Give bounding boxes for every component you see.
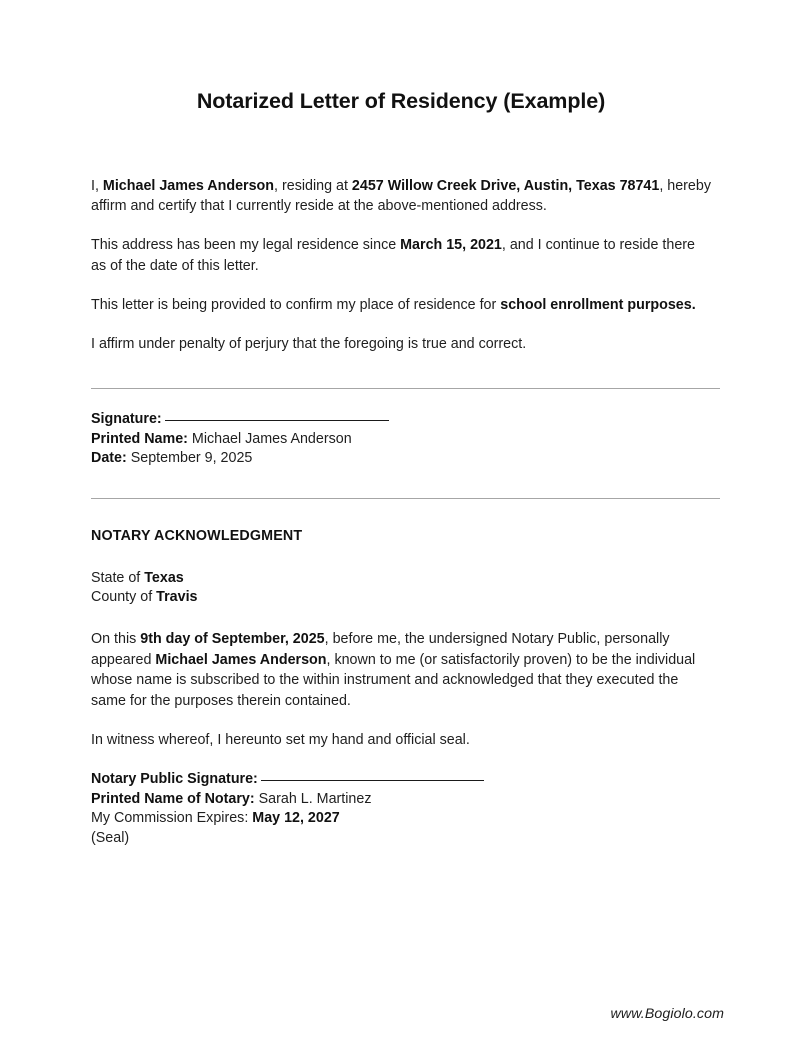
jurisdiction-block bbox=[91, 569, 711, 608]
ack-date: 9th day of September, 2025 bbox=[140, 631, 325, 648]
notary-signature-label: Notary Public Signature: bbox=[91, 771, 258, 788]
signature-block bbox=[91, 410, 711, 468]
page-title-main: Notarized Letter of Residency bbox=[196, 89, 504, 113]
letter-paragraph-4: I affirm under penalty of perjury that the foregoing is true and correct. bbox=[91, 335, 527, 352]
paragraph2-segment-1: This address has been my legal residence since bbox=[91, 237, 401, 254]
paragraph2-segment-2: , and I continue to reside there as of the date of this letter. bbox=[91, 237, 696, 274]
resident-address: 2457 Willow Creek Drive, Austin, Texas 78741 bbox=[351, 177, 660, 194]
commission-expiry-row bbox=[91, 809, 711, 828]
notary-printed-name-value: Sarah L. Martinez bbox=[258, 790, 372, 807]
state-value: Texas bbox=[144, 569, 184, 586]
paragraph1-segment-1: I, bbox=[91, 177, 103, 194]
ack-appearer-name: Michael James Anderson bbox=[155, 651, 327, 668]
notary-signature-block bbox=[91, 770, 711, 848]
paragraph1-segment-3: , hereby affirm and certify that I currently reside at the above-mentioned address. bbox=[91, 177, 711, 215]
commission-expiry-label: My Commission Expires: bbox=[91, 810, 249, 827]
page-title-emphasis: (Example) bbox=[503, 89, 606, 113]
county-value: Travis bbox=[156, 588, 198, 605]
notary-printed-name-row bbox=[91, 790, 711, 809]
signature-row bbox=[91, 410, 711, 429]
letter-paragraph-2 bbox=[91, 235, 711, 276]
resident-name: Michael James Anderson bbox=[102, 177, 275, 194]
notary-body bbox=[91, 629, 711, 750]
signature-label: Signature: bbox=[91, 411, 162, 428]
page-title bbox=[91, 0, 711, 115]
ack-segment-3: , known to me (or satisfactorily proven) to be the individual whose name is subscribed to the within instrument and acknowledged that they executed the same for the purposes therein contained. bbox=[91, 651, 696, 709]
paragraph3-segment-1: This letter is being provided to confirm my place of residence for bbox=[91, 296, 501, 313]
signature-write-line[interactable] bbox=[165, 420, 389, 421]
ack-segment-2: , before me, the undersigned Notary Public, personally appeared bbox=[91, 631, 670, 668]
seal-placeholder: (Seal) bbox=[91, 829, 130, 846]
commission-expiry-value: May 12, 2027 bbox=[252, 810, 340, 827]
letter-paragraph-3 bbox=[91, 295, 711, 316]
letter-paragraph-1 bbox=[91, 176, 711, 217]
state-label: State of bbox=[91, 569, 145, 586]
witness-paragraph: In witness whereof, I hereunto set my hand and official seal. bbox=[91, 731, 470, 748]
notary-signature-row bbox=[91, 770, 711, 789]
divider-above-notary bbox=[91, 498, 720, 499]
printed-name-label: Printed Name: bbox=[91, 430, 188, 447]
notary-acknowledgment-paragraph bbox=[91, 629, 711, 711]
letter-purpose: school enrollment purposes. bbox=[500, 296, 696, 313]
residence-start-date: March 15, 2021 bbox=[400, 237, 502, 254]
date-label: Date: bbox=[91, 450, 127, 467]
letter-body bbox=[91, 176, 711, 355]
divider-above-signature bbox=[91, 388, 720, 389]
notary-printed-name-label: Printed Name of Notary: bbox=[91, 790, 255, 807]
footer-website: www.Bogiolo.com bbox=[610, 1006, 724, 1022]
printed-name-row bbox=[91, 430, 711, 449]
notary-acknowledgment-heading: NOTARY ACKNOWLEDGMENT bbox=[91, 527, 303, 544]
ack-segment-1: On this bbox=[91, 631, 141, 648]
state-row bbox=[91, 569, 711, 588]
date-row bbox=[91, 449, 711, 468]
printed-name-value: Michael James Anderson bbox=[191, 430, 352, 447]
paragraph1-segment-2: , residing at bbox=[274, 177, 352, 194]
county-label: County of bbox=[91, 588, 157, 605]
notary-signature-write-line[interactable] bbox=[261, 780, 484, 781]
date-value: September 9, 2025 bbox=[130, 450, 253, 467]
document-content bbox=[91, 0, 711, 848]
county-row bbox=[91, 588, 711, 607]
